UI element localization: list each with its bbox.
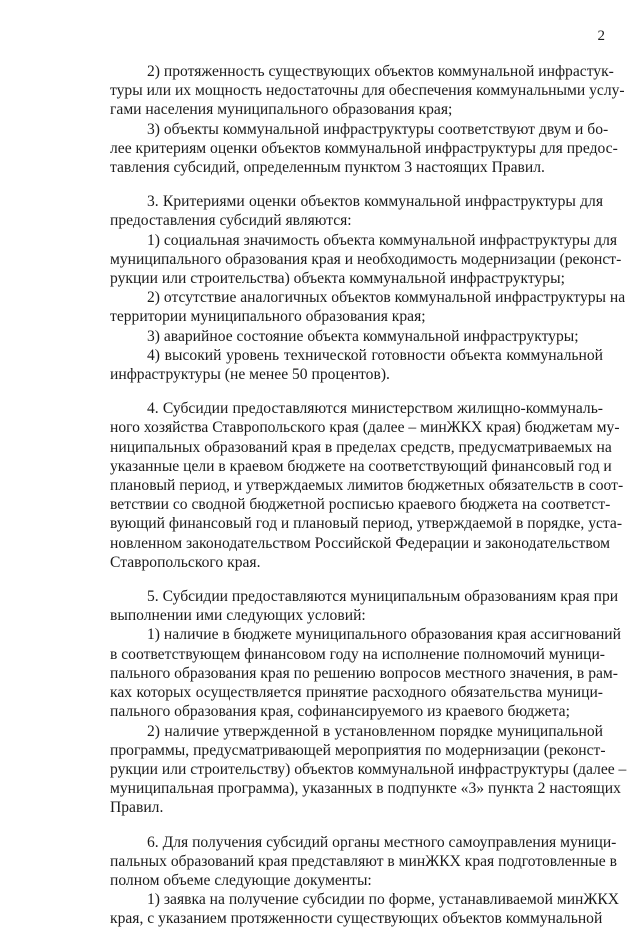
text-line: 5. Субсидии предоставляются муниципальным образованиям края при: [147, 588, 619, 606]
text-line: гами населения муниципального образования края;: [110, 101, 453, 119]
paragraph: [110, 890, 620, 928]
paragraph-gap: [110, 572, 603, 587]
text-line: инфраструктуры (не менее 50 процентов).: [110, 366, 390, 384]
text-line: 2) отсутствие аналогичных объектов коммунальной инфраструктуры на: [147, 289, 626, 307]
text-line: муниципальная программа), указанных в подпункте «3» пункта 2 настоящих: [110, 780, 621, 798]
text-line: 6. Для получения субсидий органы местного самоуправления муници-: [147, 833, 617, 851]
text-line: 2) наличие утвержденной в установленном порядке муниципальной: [147, 722, 603, 740]
text-line: ках которых осуществляется принятие расходного обязательства муници-: [110, 684, 603, 702]
text-line: указанные цели в краевом бюджете на соответствующий финансовый год и: [110, 457, 612, 475]
text-line: рукции или строительству) объектов коммунальной инфраструктуры (далее –: [110, 760, 627, 778]
text-line: муниципального образования края и необходимость модернизации (реконст-: [110, 250, 622, 268]
text-line: предоставления субсидий являются:: [110, 212, 352, 230]
text-line: 3) аварийное состояние объекта коммунальной инфраструктуры;: [147, 327, 579, 345]
text-line: пального образования края, софинансируемого из краевого бюджета;: [110, 703, 570, 721]
paragraph: [110, 625, 622, 721]
text-line: пального образования края по решению вопросов местного значения, в рам-: [110, 664, 618, 682]
paragraph: [110, 192, 603, 230]
text-line: ветствии со сводной бюджетной росписью краевого бюджета на соответст-: [110, 496, 611, 514]
text-line: ного хозяйства Ставропольского края (далее – минЖКХ края) бюджетам му-: [110, 419, 620, 437]
text-line: 1) социальная значимость объекта коммунальной инфраструктуры для: [147, 231, 618, 249]
text-line: новленном законодательством Российской Федерации и законодательством: [110, 534, 610, 552]
paragraph: [110, 722, 627, 818]
page-number: 2: [597, 28, 605, 44]
text-line: 1) заявка на получение субсидии по форме, устанавливаемой минЖКХ: [147, 891, 620, 909]
text-line: вующий финансовый год и плановый период, утверждаемой в порядке, уста-: [110, 515, 623, 533]
text-line: территории муниципального образования края;: [110, 308, 426, 326]
text-line: выполнении ими следующих условий:: [110, 607, 366, 625]
text-line: 4) высокий уровень технической готовности объекта коммунальной: [147, 346, 603, 364]
text-line: ниципальных образований края в пределах средств, предусматриваемых на: [110, 438, 612, 456]
paragraph: [110, 120, 618, 178]
text-line: плановый период, и утверждаемых лимитов бюджетных обязательств в соот-: [110, 477, 624, 495]
paragraph: [110, 587, 619, 625]
paragraph: [110, 346, 603, 384]
paragraph: [110, 288, 626, 326]
paragraph-gap: [110, 177, 603, 192]
text-line: лее критериям оценки объектов коммунальной инфраструктуры для предос-: [110, 139, 618, 157]
text-line: 1) наличие в бюджете муниципального образования края ассигнований: [147, 626, 622, 644]
paragraph-gap: [110, 384, 603, 399]
text-line: пальных образований края представляют в минЖКХ края подготовленные в: [110, 852, 617, 870]
text-line: 2) протяженность существующих объектов коммунальной инфрастук-: [147, 63, 614, 80]
text-line: Ставропольского края.: [110, 553, 261, 571]
paragraph-gap: [110, 818, 603, 833]
paragraph: [110, 833, 617, 891]
text-line: края, с указанием протяженности существующих объектов коммунальной: [110, 910, 603, 928]
paragraph: [110, 327, 603, 346]
text-line: 3. Критериями оценки объектов коммунальной инфраструктуры для: [147, 193, 603, 211]
text-line: 3) объекты коммунальной инфраструктуры соответствуют двум и бо-: [147, 120, 609, 138]
paragraph: [110, 62, 625, 120]
text-line: 4. Субсидии предоставляются министерством жилищно-коммуналь-: [147, 400, 603, 418]
text-line: программы, предусматривающей мероприятия по модернизации (реконст-: [110, 741, 606, 759]
text-line: полном объеме следующие документы:: [110, 871, 372, 889]
paragraph: [110, 231, 622, 289]
text-line: туры или их мощность недостаточны для обеспечения коммунальными услу-: [110, 82, 625, 100]
text-line: рукции или строительства) объекта коммунальной инфраструктуры;: [110, 270, 565, 288]
text-line: в соответствующем финансовом году на исполнение полномочий муници-: [110, 645, 605, 663]
document-body: [110, 62, 627, 929]
paragraph: [110, 399, 624, 572]
text-line: Правил.: [110, 799, 164, 817]
text-line: тавления субсидий, определенным пунктом 3 настоящих Правил.: [110, 159, 545, 177]
